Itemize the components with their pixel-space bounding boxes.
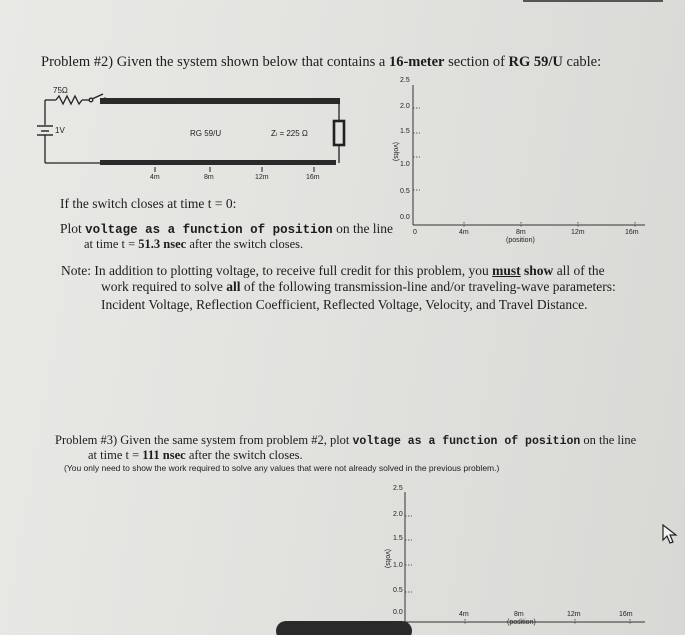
- plot-line: [60, 221, 393, 237]
- plot-line-voltage: voltage as a function of position: [85, 223, 333, 237]
- note-line-2: [101, 279, 616, 295]
- plot2-y-tick: 2.0: [400, 103, 410, 110]
- plot2-y-label: (volts): [392, 141, 400, 162]
- plot3-y-tick: 1.5: [393, 535, 403, 542]
- plot3-x-tick: 4m: [459, 611, 469, 618]
- plot3-y-tick: 0.5: [393, 587, 403, 594]
- plot2-ticks: [413, 108, 635, 228]
- note-must: must: [492, 263, 521, 278]
- source-voltage-label: 1V: [55, 126, 65, 135]
- plot3-y-label: (volts): [384, 548, 392, 569]
- home-indicator-bar[interactable]: [276, 621, 412, 635]
- problem3-title: [55, 433, 636, 448]
- plot2-x-tick: 12m: [571, 229, 585, 236]
- problem3-title-text: Problem #3) Given the same system from problem #2, plot: [55, 433, 353, 447]
- note-all: all: [226, 279, 241, 294]
- cable-label: RG 59/U: [190, 129, 222, 138]
- note-suffix: all of the: [553, 263, 605, 278]
- cable-bottom-conductor: [100, 160, 336, 165]
- plot3-x-tick: 16m: [619, 611, 633, 618]
- load-resistor: [334, 121, 344, 145]
- note-text: work required to solve: [101, 279, 227, 294]
- title-cable: RG 59/U: [508, 54, 563, 70]
- position-label: 16m: [306, 174, 320, 181]
- note-line-1: [61, 263, 605, 279]
- problem3-time-suffix: after the switch closes.: [185, 448, 303, 462]
- load-label: Zₗ = 225 Ω: [271, 129, 308, 138]
- battery-icon: [37, 126, 53, 135]
- plot3-y-tick: 0.0: [393, 609, 403, 616]
- plot3-y-tick: 2.0: [393, 511, 403, 518]
- plot2-y-tick: 0.0: [400, 214, 410, 221]
- plot3-x-tick: 12m: [567, 611, 581, 618]
- cursor-arrow-icon: [661, 523, 679, 545]
- time-line: [84, 237, 303, 252]
- plot2-x-tick: 4m: [459, 229, 469, 236]
- switch-line: If the switch closes at time t = 0:: [60, 196, 237, 211]
- time-suffix: after the switch closes.: [186, 237, 304, 251]
- title-text-mid: section of: [444, 54, 509, 70]
- source-resistor: [45, 96, 90, 104]
- plot2-x-tick: 16m: [625, 229, 639, 236]
- time-value: 51.3 nsec: [138, 237, 187, 251]
- plot3-y-tick: 1.0: [393, 562, 403, 569]
- plot2-x-tick: 0: [413, 229, 417, 236]
- plot2-x-tick: 8m: [516, 229, 526, 236]
- note-suffix: of the following transmission-line and/or traveling-wave parameters:: [240, 279, 616, 294]
- note-line-3: Incident Voltage, Reflection Coefficient, Reflected Voltage, Velocity, and Travel Distance.: [101, 297, 588, 312]
- position-label: 8m: [204, 174, 214, 181]
- plot2-axes: [413, 85, 645, 225]
- plot-line-suffix: on the line: [332, 221, 394, 236]
- source-resistance-label: 75Ω: [53, 86, 68, 95]
- plot3-axes: [405, 492, 645, 622]
- plot-line-prefix: Plot: [60, 221, 86, 236]
- plot2-y-tick: 0.5: [400, 188, 410, 195]
- title-suffix: cable:: [562, 54, 602, 70]
- plot3-ticks: [405, 516, 630, 625]
- title-text: Problem #2) Given the system shown below that contains a: [41, 54, 389, 70]
- cable-body: [100, 98, 340, 104]
- problem3-title-suffix: on the line: [580, 433, 637, 447]
- note-show: show: [520, 263, 554, 278]
- plot3-x-tick: 8m: [514, 611, 524, 618]
- position-label: 4m: [150, 174, 160, 181]
- note-text: Note: In addition to plotting voltage, to receive full credit for this problem, you: [61, 263, 493, 278]
- problem3-time-value: 111 nsec: [142, 448, 186, 462]
- plot2-y-tick: 2.5: [400, 77, 410, 84]
- problem3-note: (You only need to show the work required to solve any values that were not already solved in the previous problem.): [64, 463, 500, 473]
- title-length: 16-meter: [388, 54, 445, 70]
- position-ticks: [155, 167, 314, 172]
- time-prefix: at time t =: [84, 237, 139, 251]
- plot2-y-tick: 1.0: [400, 161, 410, 168]
- plot3-x-label: (position): [507, 619, 536, 626]
- plot2-x-label: (position): [506, 237, 535, 244]
- plot3-y-tick: 2.5: [393, 485, 403, 492]
- problem3-time-line: [88, 448, 303, 463]
- problem3-title-bold: voltage as a function of position: [352, 435, 581, 448]
- plot2-y-tick: 1.5: [400, 128, 410, 135]
- problem3-time-prefix: at time t =: [88, 448, 143, 462]
- position-label: 12m: [255, 174, 269, 181]
